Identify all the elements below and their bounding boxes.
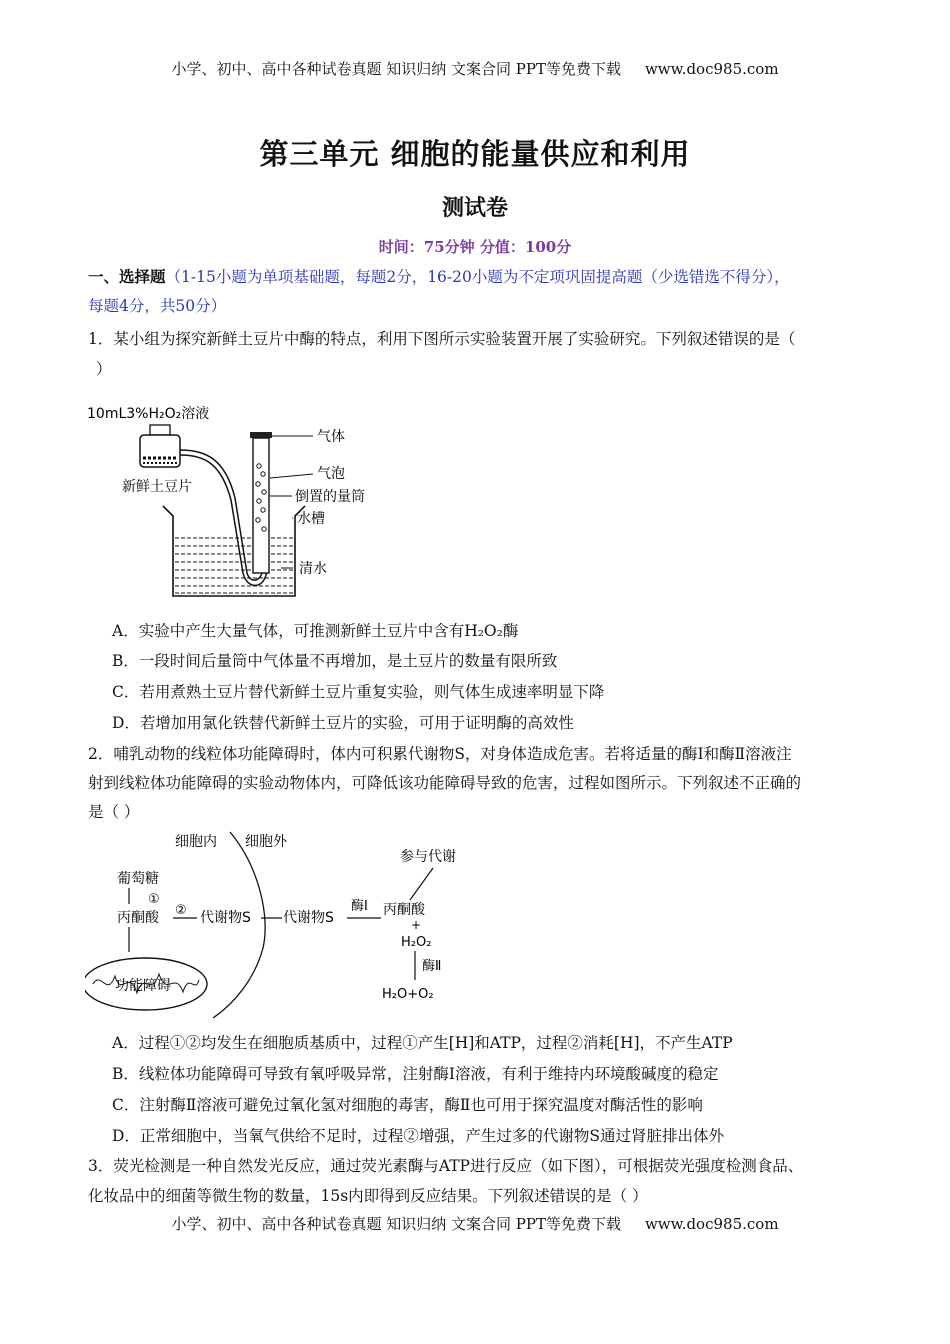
fig2-plus: + xyxy=(411,918,422,932)
fig2-enzyme1: 酶Ⅰ xyxy=(351,899,368,914)
fig1-potato: 新鲜土豆片 xyxy=(122,479,192,495)
q1-stem-1: 1．某小组为探究新鲜土豆片中酶的特点，利用下图所示实验装置开展了实验研究。下列叙述错误的是（ xyxy=(88,330,796,348)
q1-option-c: C．若用煮熟土豆片替代新鲜土豆片重复实验，则气体生成速率明显下降 xyxy=(112,683,605,701)
header-site[interactable]: www.doc985.com xyxy=(644,60,779,78)
section-note-1: （1-15小题为单项基础题，每题2分，16-20小题为不定项巩固提高题（少选错选不得分）， xyxy=(165,268,790,286)
exam-meta: 时间：75分钟 分值：100分 xyxy=(378,238,572,256)
fig2-products: H₂O+O₂ xyxy=(382,987,434,1002)
q1-option-d: D．若增加用氯化铁替代新鲜土豆片的实验，可用于证明酶的高效性 xyxy=(112,714,574,732)
header-text: 小学、初中、高中各种试卷真题 知识归纳 文案合同 PPT等免费下载 xyxy=(171,60,621,78)
fig1-water: 清水 xyxy=(299,561,327,577)
section-heading xyxy=(88,266,790,288)
q3-stem-1: 3．荧光检测是一种自然发光反应，通过荧光素酶与ATP进行反应（如下图），可根据荧光强度检测食品、 xyxy=(88,1157,804,1175)
q1-stem-2: ） xyxy=(96,360,112,378)
q3-stem-2: 化妆品中的细菌等微生物的数量，15s内即得到反应结果。下列叙述错误的是（ ） xyxy=(88,1187,648,1205)
page-footer xyxy=(0,1213,950,1234)
q2-option-b: B．线粒体功能障碍可导致有氧呼吸异常，注射酶Ⅰ溶液，有利于维持内环境酸碱度的稳定 xyxy=(112,1065,719,1083)
q2-figure xyxy=(85,828,485,1020)
fig2-metab-in: 代谢物S xyxy=(200,910,251,926)
q1-option-b: B．一段时间后量筒中气体量不再增加，是土豆片的数量有限所致 xyxy=(112,652,558,670)
page-header xyxy=(0,58,950,79)
fig2-pyruvate2: 丙酮酸 xyxy=(383,902,425,918)
footer-text: 小学、初中、高中各种试卷真题 知识归纳 文案合同 PPT等免费下载 xyxy=(171,1215,621,1233)
fig2-metab-out: 代谢物S xyxy=(283,910,334,926)
fig1-gas: 气体 xyxy=(317,429,345,445)
fig2-step1: ① xyxy=(148,892,160,907)
fig2-h2o2: H₂O₂ xyxy=(401,935,432,950)
fig1-solution-label: 10mL3%H₂O₂溶液 xyxy=(87,406,210,422)
fig2-pyruvate: 丙酮酸 xyxy=(117,910,159,926)
fig2-mito: 功能障碍 xyxy=(115,978,171,994)
page-subtitle: 测试卷 xyxy=(441,196,508,221)
fig2-step2: ② xyxy=(175,903,187,918)
fig2-outside: 细胞外 xyxy=(245,834,287,850)
section-note-2: 每题4分，共50分） xyxy=(88,297,227,315)
footer-site[interactable]: www.doc985.com xyxy=(644,1215,779,1233)
section-label: 一、选择题 xyxy=(88,267,166,286)
page-title: 第三单元 细胞的能量供应和利用 xyxy=(259,137,691,171)
inverted-cylinder xyxy=(250,432,272,573)
q2-option-d: D．正常细胞中，当氧气供给不足时，过程②增强，产生过多的代谢物S通过肾脏排出体外 xyxy=(112,1127,725,1145)
q2-option-c: C．注射酶Ⅱ溶液可避免过氧化氢对细胞的毒害，酶Ⅱ也可用于探究温度对酶活性的影响 xyxy=(112,1096,703,1114)
bottle-icon xyxy=(140,425,180,467)
q2-stem-1: 2．哺乳动物的线粒体功能障碍时，体内可积累代谢物S，对身体造成危害。若将适量的酶Ⅰ和酶Ⅱ溶液注 xyxy=(88,745,792,763)
q2-stem-2: 射到线粒体功能障碍的实验动物体内，可降低该功能障碍导致的危害，过程如图所示。下列叙述不正确的 xyxy=(88,774,802,792)
q1-figure xyxy=(85,398,385,603)
q1-option-a: A．实验中产生大量气体，可推测新鲜土豆片中含有H₂O₂酶 xyxy=(112,622,519,640)
q2-stem-3: 是（ ） xyxy=(88,803,140,821)
fig2-glucose: 葡萄糖 xyxy=(117,871,159,887)
fig1-tank: 水槽 xyxy=(297,511,325,527)
fig2-enzyme2: 酶Ⅱ xyxy=(422,959,442,974)
fig1-cylinder: 倒置的量筒 xyxy=(295,489,365,505)
fig2-inside: 细胞内 xyxy=(175,834,217,850)
fig1-bubble: 气泡 xyxy=(317,466,345,482)
q2-option-a: A．过程①②均发生在细胞质基质中，过程①产生[H]和ATP，过程②消耗[H]，不产生ATP xyxy=(112,1034,733,1052)
fig2-participate: 参与代谢 xyxy=(400,849,456,865)
